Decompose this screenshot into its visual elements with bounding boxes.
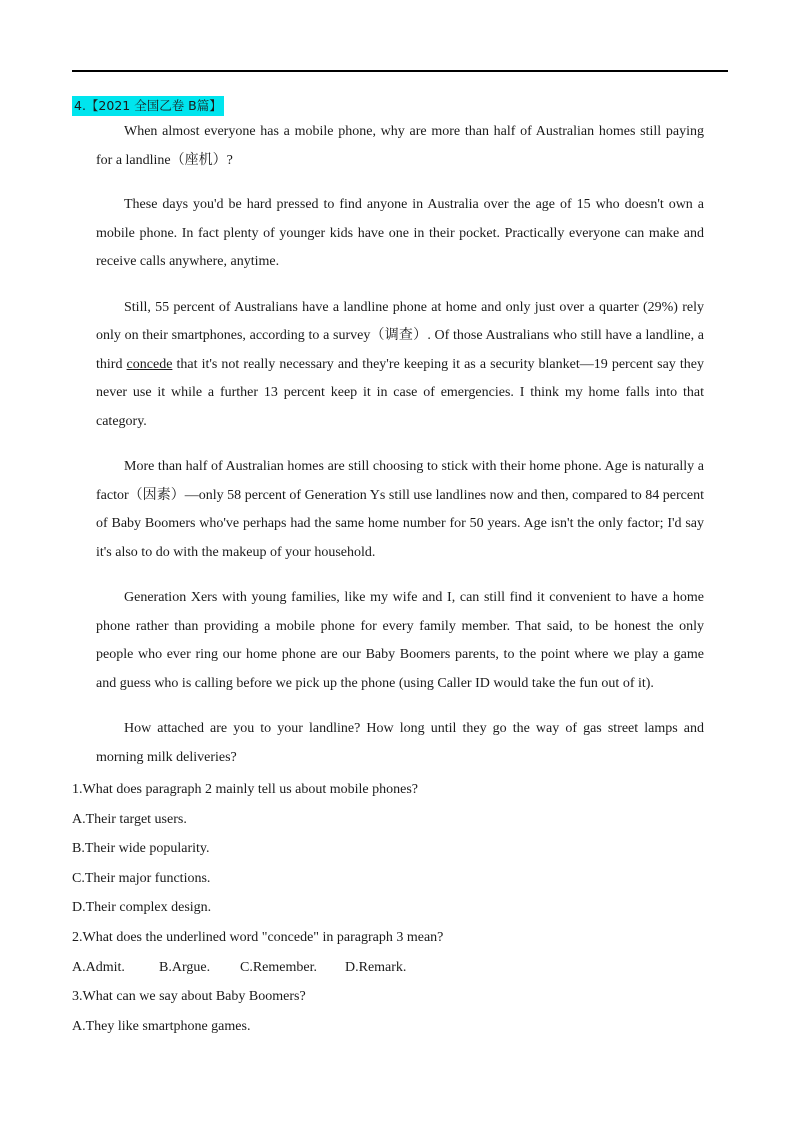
question-1-option-a: A.Their target users. xyxy=(72,811,187,827)
question-list xyxy=(72,775,728,1041)
question-3-stem: 3.What can we say about Baby Boomers? xyxy=(72,989,306,1005)
question-1-option-d: D.Their complex design. xyxy=(72,900,212,916)
question-2-option-b: B.Argue. xyxy=(159,959,211,975)
reading-passage xyxy=(96,118,704,789)
question-1-option-b: B.Their wide popularity. xyxy=(72,841,210,857)
question-heading: 4.【2021 全国乙卷 B篇】 xyxy=(72,96,224,116)
header-rule xyxy=(72,70,728,72)
question-2-option-a: A.Admit. xyxy=(72,959,125,975)
question-2-option-c: C.Remember. xyxy=(240,959,317,975)
question-1-option-c: C.Their major functions. xyxy=(72,870,211,886)
paragraph-4: More than half of Australian homes are still choosing to stick with their home phone. Age is naturally a factor（因素）—only 58 percent of Generation Ys still use landlines now and then, compared to 84 percent of Baby Boomers who've perhaps had the same home number for 50 years. Age isn't the only factor; I'd say it's also to do with the makeup of your household. xyxy=(96,459,704,560)
underlined-word: concede xyxy=(126,356,173,372)
question-3-option-a: A.They like smartphone games. xyxy=(72,1018,251,1034)
paragraph-3 xyxy=(96,294,704,437)
question-2-stem: 2.What does the underlined word "concede" in paragraph 3 mean? xyxy=(72,929,444,945)
paragraph-3-part-1: Still, 55 percent of Australians have a landline phone at home and only just over a quarter (29%) rely only on their smartphones, according to a survey（调查）. Of those Australians who still have a landline, a third xyxy=(96,299,704,372)
paragraph-3-part-2: that it's not really necessary and they're keeping it as a security blanket—19 percent say they never use it while a further 13 percent keep it in case of emergencies. I think my home falls into that category. xyxy=(96,356,704,429)
paragraph-2: These days you'd be hard pressed to find anyone in Australia over the age of 15 who doesn't own a mobile phone. In fact plenty of younger kids have one in their pocket. Practically everyone can make and receive calls anywhere, anytime. xyxy=(96,197,704,269)
paragraph-1: When almost everyone has a mobile phone, why are more than half of Australian homes still paying for a landline（座机）? xyxy=(96,124,704,168)
paragraph-5: Generation Xers with young families, like my wife and I, can still find it convenient to have a home phone rather than providing a mobile phone for every family member. That said, to be honest the only people who ever ring our home phone are our Baby Boomers parents, to the point where we play a game and guess who is calling before we pick up the phone (using Caller ID would take the fun out of it). xyxy=(96,590,704,691)
question-2-option-d: D.Remark. xyxy=(345,959,407,975)
question-2-options xyxy=(72,953,728,983)
question-1-stem: 1.What does paragraph 2 mainly tell us about mobile phones? xyxy=(72,782,419,797)
paragraph-6: How attached are you to your landline? How long until they go the way of gas street lamps and morning milk deliveries? xyxy=(96,721,704,765)
